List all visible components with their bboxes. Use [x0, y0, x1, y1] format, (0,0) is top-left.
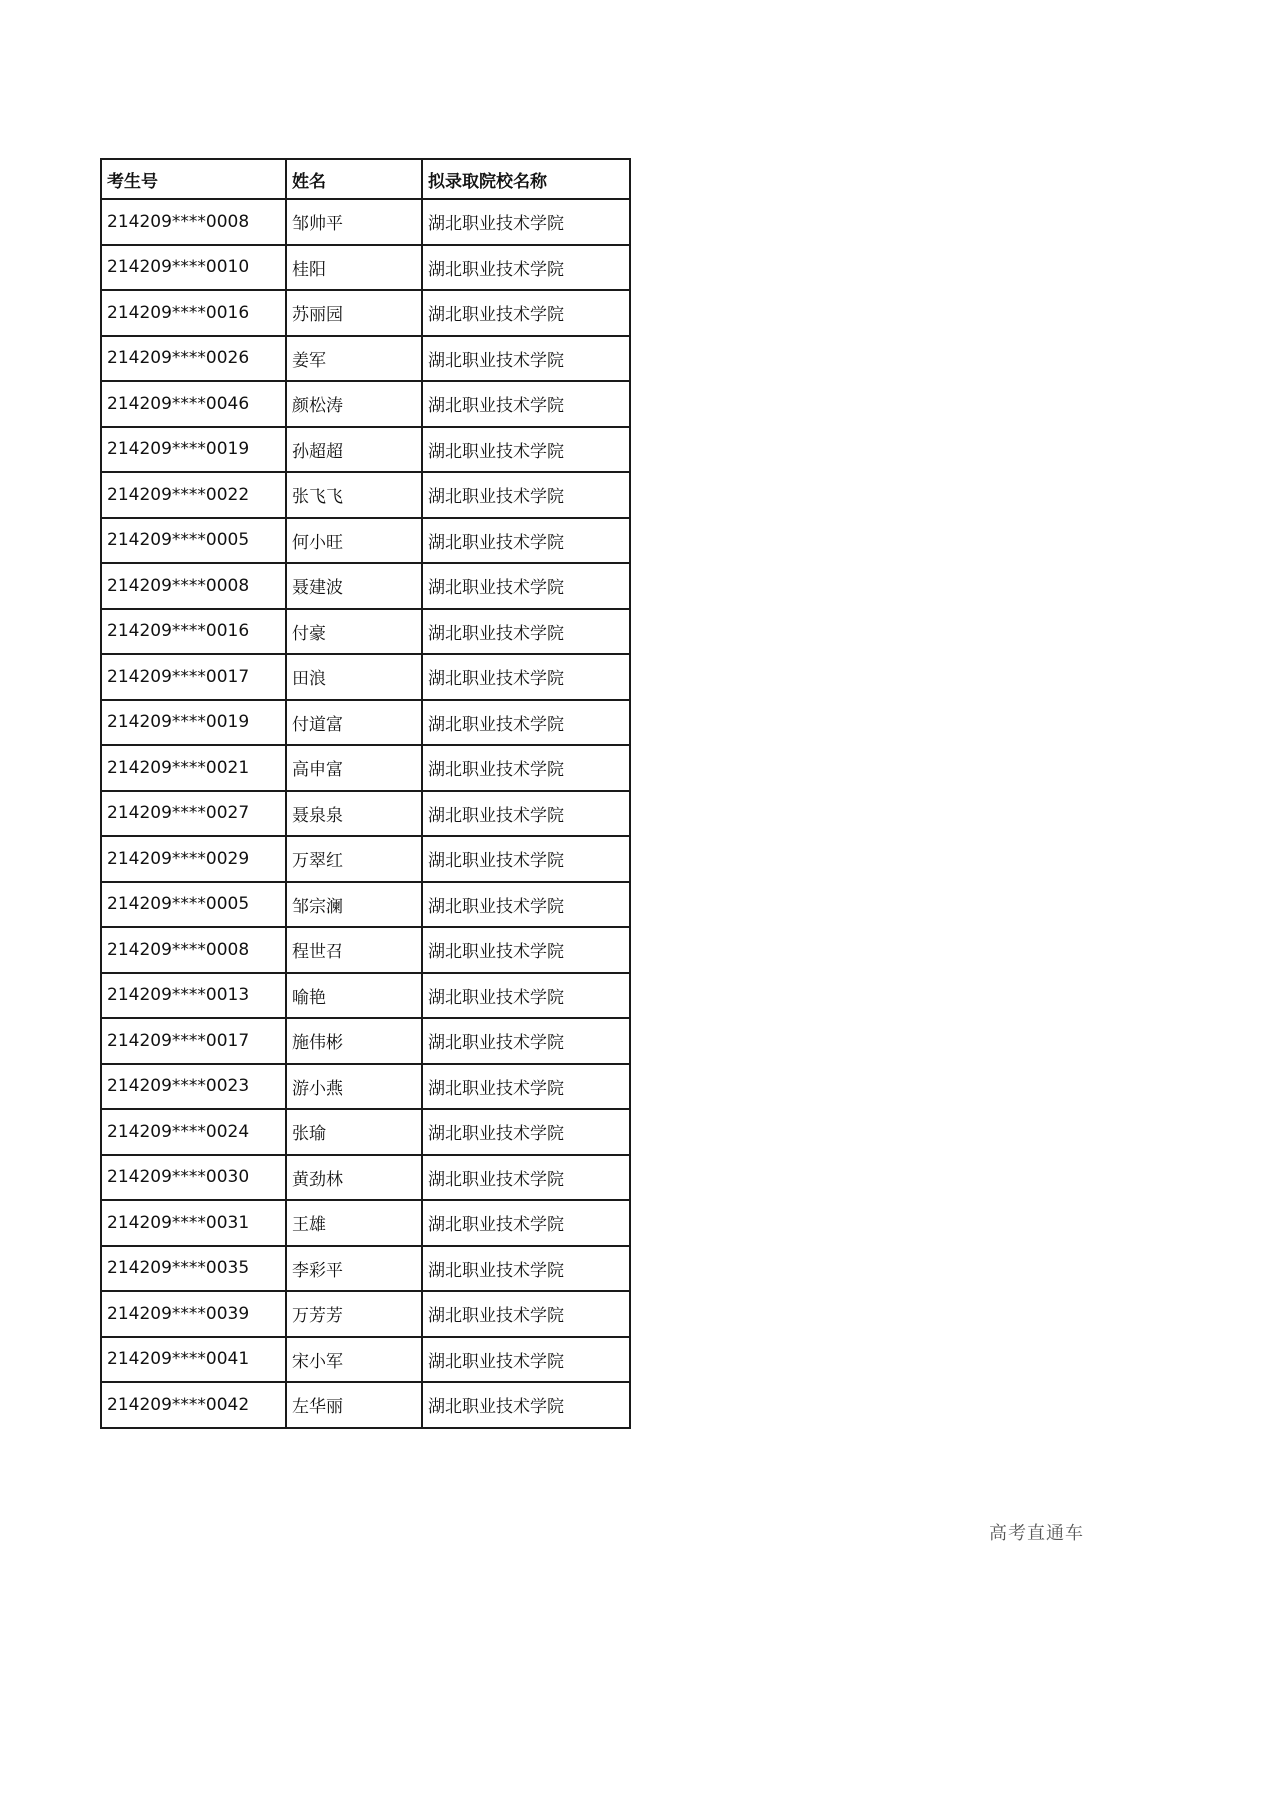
header-exam-number: 考生号	[101, 159, 286, 199]
exam-number-cell: 214209****0024	[101, 1109, 286, 1155]
exam-number-cell: 214209****0026	[101, 336, 286, 382]
student-name-cell: 施伟彬	[286, 1018, 422, 1064]
admission-table	[100, 158, 631, 1429]
header-row	[101, 159, 630, 199]
header-name: 姓名	[286, 159, 422, 199]
table-row	[101, 1064, 630, 1110]
table-row	[101, 1382, 630, 1428]
table-row	[101, 1155, 630, 1201]
student-name-cell: 万芳芳	[286, 1291, 422, 1337]
college-name-cell: 湖北职业技术学院	[422, 609, 630, 655]
header-college: 拟录取院校名称	[422, 159, 630, 199]
table-row	[101, 472, 630, 518]
exam-number-cell: 214209****0019	[101, 700, 286, 746]
college-name-cell: 湖北职业技术学院	[422, 973, 630, 1019]
college-name-cell: 湖北职业技术学院	[422, 336, 630, 382]
table-row	[101, 1018, 630, 1064]
student-name-cell: 姜军	[286, 336, 422, 382]
exam-number-cell: 214209****0023	[101, 1064, 286, 1110]
college-name-cell: 湖北职业技术学院	[422, 1337, 630, 1383]
student-name-cell: 张瑜	[286, 1109, 422, 1155]
table-row	[101, 1109, 630, 1155]
exam-number-cell: 214209****0022	[101, 472, 286, 518]
table-row	[101, 1200, 630, 1246]
watermark: 高考直通车	[989, 1523, 1084, 1544]
table-row	[101, 791, 630, 837]
exam-number-cell: 214209****0021	[101, 745, 286, 791]
student-name-cell: 李彩平	[286, 1246, 422, 1292]
college-name-cell: 湖北职业技术学院	[422, 836, 630, 882]
exam-number-cell: 214209****0035	[101, 1246, 286, 1292]
student-name-cell: 黄劲林	[286, 1155, 422, 1201]
college-name-cell: 湖北职业技术学院	[422, 1018, 630, 1064]
table-row	[101, 700, 630, 746]
student-name-cell: 高申富	[286, 745, 422, 791]
table-row	[101, 836, 630, 882]
exam-number-cell: 214209****0005	[101, 882, 286, 928]
college-name-cell: 湖北职业技术学院	[422, 563, 630, 609]
student-name-cell: 王雄	[286, 1200, 422, 1246]
table-row	[101, 427, 630, 473]
table-row	[101, 1337, 630, 1383]
table-row	[101, 518, 630, 564]
exam-number-cell: 214209****0008	[101, 927, 286, 973]
college-name-cell: 湖北职业技术学院	[422, 290, 630, 336]
student-name-cell: 付道富	[286, 700, 422, 746]
college-name-cell: 湖北职业技术学院	[422, 1200, 630, 1246]
table-row	[101, 1246, 630, 1292]
student-name-cell: 邹帅平	[286, 199, 422, 245]
exam-number-cell: 214209****0008	[101, 563, 286, 609]
student-name-cell: 万翠红	[286, 836, 422, 882]
table-row	[101, 973, 630, 1019]
student-name-cell: 孙超超	[286, 427, 422, 473]
college-name-cell: 湖北职业技术学院	[422, 472, 630, 518]
table-row	[101, 381, 630, 427]
student-name-cell: 付豪	[286, 609, 422, 655]
table-row	[101, 882, 630, 928]
exam-number-cell: 214209****0016	[101, 609, 286, 655]
student-name-cell: 张飞飞	[286, 472, 422, 518]
table-row	[101, 609, 630, 655]
exam-number-cell: 214209****0008	[101, 199, 286, 245]
table-row	[101, 1291, 630, 1337]
table-row	[101, 654, 630, 700]
exam-number-cell: 214209****0013	[101, 973, 286, 1019]
college-name-cell: 湖北职业技术学院	[422, 1155, 630, 1201]
exam-number-cell: 214209****0010	[101, 245, 286, 291]
college-name-cell: 湖北职业技术学院	[422, 654, 630, 700]
exam-number-cell: 214209****0029	[101, 836, 286, 882]
exam-number-cell: 214209****0039	[101, 1291, 286, 1337]
exam-number-cell: 214209****0016	[101, 290, 286, 336]
student-name-cell: 宋小军	[286, 1337, 422, 1383]
student-name-cell: 聂建波	[286, 563, 422, 609]
college-name-cell: 湖北职业技术学院	[422, 700, 630, 746]
college-name-cell: 湖北职业技术学院	[422, 745, 630, 791]
table-row	[101, 563, 630, 609]
exam-number-cell: 214209****0005	[101, 518, 286, 564]
student-name-cell: 聂泉泉	[286, 791, 422, 837]
student-name-cell: 程世召	[286, 927, 422, 973]
table-row	[101, 336, 630, 382]
table-body	[101, 199, 630, 1428]
college-name-cell: 湖北职业技术学院	[422, 1064, 630, 1110]
table-row	[101, 927, 630, 973]
exam-number-cell: 214209****0019	[101, 427, 286, 473]
college-name-cell: 湖北职业技术学院	[422, 1109, 630, 1155]
college-name-cell: 湖北职业技术学院	[422, 1382, 630, 1428]
exam-number-cell: 214209****0041	[101, 1337, 286, 1383]
exam-number-cell: 214209****0042	[101, 1382, 286, 1428]
college-name-cell: 湖北职业技术学院	[422, 245, 630, 291]
student-name-cell: 何小旺	[286, 518, 422, 564]
exam-number-cell: 214209****0017	[101, 654, 286, 700]
exam-number-cell: 214209****0030	[101, 1155, 286, 1201]
table-header	[101, 159, 630, 199]
table-row	[101, 199, 630, 245]
table-row	[101, 290, 630, 336]
table-row	[101, 245, 630, 291]
college-name-cell: 湖北职业技术学院	[422, 791, 630, 837]
exam-number-cell: 214209****0031	[101, 1200, 286, 1246]
student-name-cell: 田浪	[286, 654, 422, 700]
college-name-cell: 湖北职业技术学院	[422, 427, 630, 473]
student-name-cell: 邹宗澜	[286, 882, 422, 928]
college-name-cell: 湖北职业技术学院	[422, 1291, 630, 1337]
student-name-cell: 左华丽	[286, 1382, 422, 1428]
student-name-cell: 喻艳	[286, 973, 422, 1019]
college-name-cell: 湖北职业技术学院	[422, 518, 630, 564]
college-name-cell: 湖北职业技术学院	[422, 199, 630, 245]
college-name-cell: 湖北职业技术学院	[422, 927, 630, 973]
college-name-cell: 湖北职业技术学院	[422, 381, 630, 427]
exam-number-cell: 214209****0046	[101, 381, 286, 427]
student-name-cell: 游小燕	[286, 1064, 422, 1110]
student-name-cell: 颜松涛	[286, 381, 422, 427]
student-name-cell: 苏丽园	[286, 290, 422, 336]
college-name-cell: 湖北职业技术学院	[422, 1246, 630, 1292]
exam-number-cell: 214209****0017	[101, 1018, 286, 1064]
college-name-cell: 湖北职业技术学院	[422, 882, 630, 928]
student-name-cell: 桂阳	[286, 245, 422, 291]
table-row	[101, 745, 630, 791]
exam-number-cell: 214209****0027	[101, 791, 286, 837]
